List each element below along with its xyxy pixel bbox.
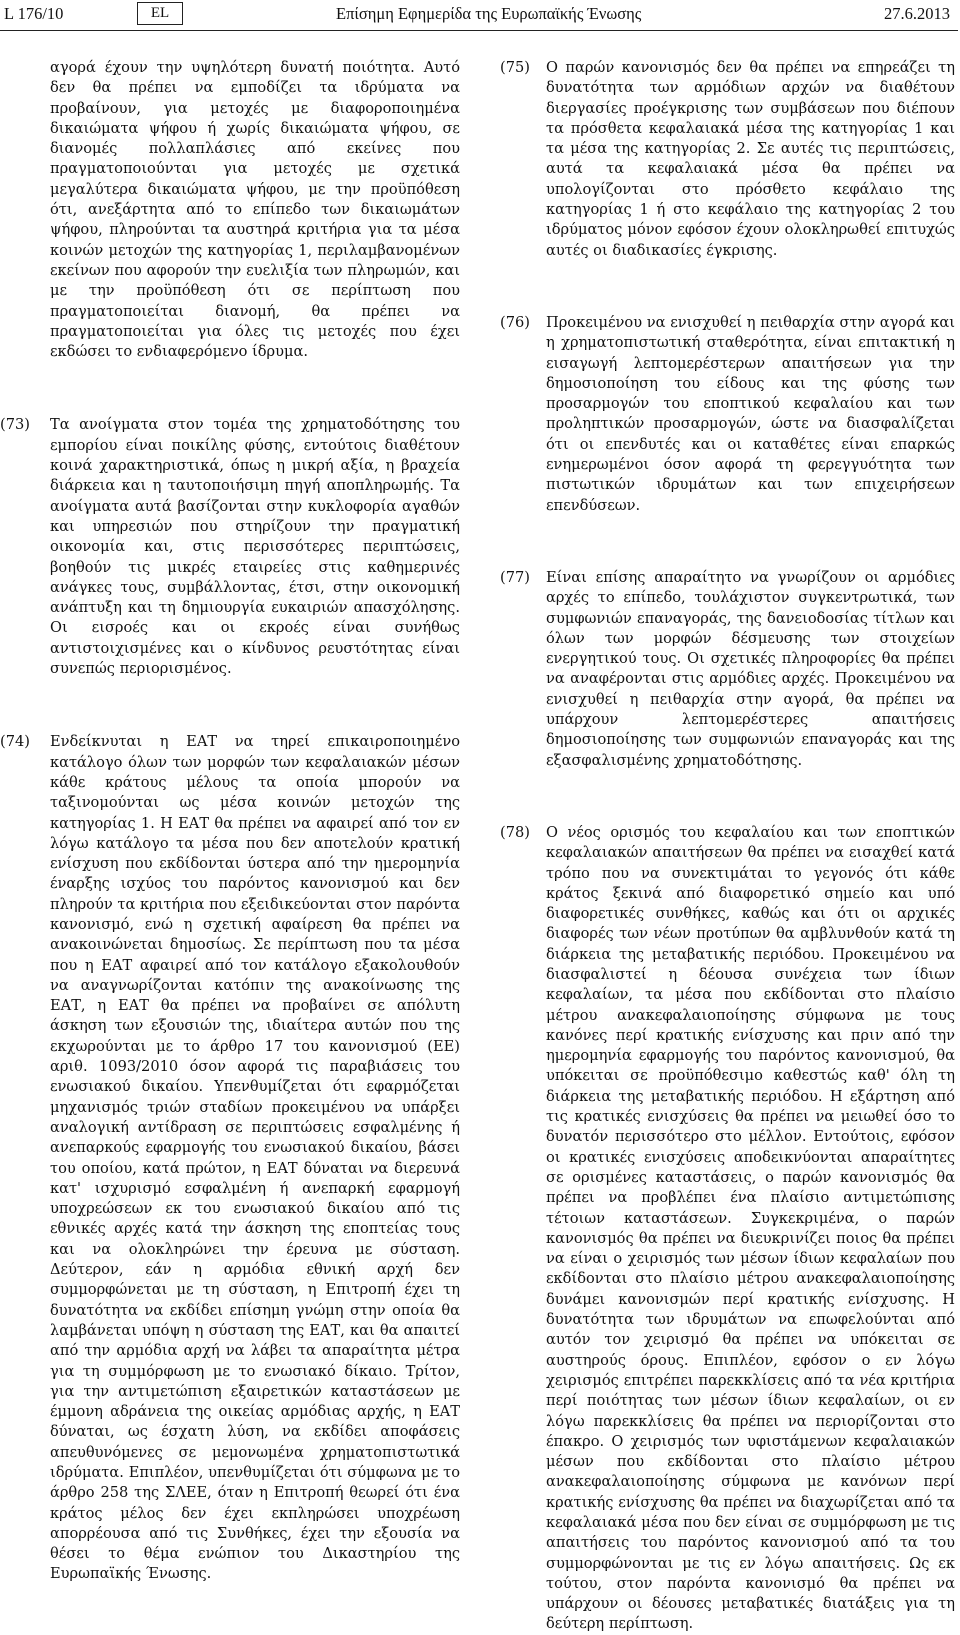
recital-number: (78) [500, 823, 530, 841]
left-column [0, 58, 460, 1585]
recital-text: Ο παρών κανονισμός δεν θα πρέπει να επηρεάζει τη δυνατότητα των αρμόδιων αρχών να διαθέτουν διεργασίες προέγκρισης των συμβάσεων που διέπουν τα πρόσθετα κεφαλαιακά μέσα της κατηγορίας 1 και τα μέσα της κατηγορίας 2. Σε αυτές τις περιπτώσεις, αυτά τα κεφαλαιακά μέσα θα πρέπει να υπολογίζονται στο πρόσθετο κεφάλαιο της κατηγορίας 1 ή στο κεφάλαιο της κατηγορίας 2 του ιδρύματος μόνον εφόσον έχουν ολοκληρωθεί επιτυχώς αυτές οι διαδικασίες έγκρισης. [546, 59, 955, 259]
publication-date: 27.6.2013 [884, 4, 950, 23]
recital-77 [500, 568, 955, 771]
recital-74 [0, 732, 460, 1584]
recital-number: (74) [0, 733, 30, 751]
right-column [500, 58, 955, 1635]
recital-number: (76) [500, 313, 530, 331]
recital-text: Ενδείκνυται η ΕΑΤ να τηρεί επικαιροποιημένο κατάλογο όλων των μορφών των κεφαλαιακών μέσων κάθε κράτους μέλους τα οποία μπορούν να ταξινομούνται ως μέσα κοινών μετοχών της κατηγορίας 1. Η ΕΑΤ θα πρέπει να αφαιρεί από τον εν λόγω κατάλογο τα μέσα που δεν αποτελούν κρατική ενίσχυση που εκδίδονται ύστερα από την ημερομηνία έναρξης ισχύος του παρόντος κανονισμού και δεν πληρούν τα κριτήρια που εξειδικεύονται στον παρόντα κανονισμό, ενώ η σχετική αφαίρεση θα πρέπει να ανακοινώνεται δημοσίως. Σε περίπτωση που τα μέσα που η ΕΑΤ αφαιρεί από τον κατάλογο εξακολουθούν να αναγνωρίζονται κατόπιν της ανακοίνωσης της ΕΑΤ, η ΕΑΤ θα πρέπει να προβαίνει σε απόλυτη άσκηση των εξουσιών της, ιδιαίτερα αυτών που της εκχωρούνται με το άρθρο 17 του κανονισμού (ΕΕ) αριθ. 1093/2010 όσον αφορά τις παραβιάσεις του ενωσιακού δικαίου. Υπενθυμίζεται ότι εφαρμόζεται μηχανισμός τριών σταδίων προκειμένου να υπάρξει αναλογική αντίδραση σε περιπτώσεις εσφαλμένης ή ανεπαρκούς εφαρμογής του ενωσιακού δικαίου, βάσει του οποίου, κατά πρώτον, η ΕΑΤ δύναται να διερευνά κατ' ισχυρισμό εσφαλμένη ή ανεπαρκή εφαρμογή υποχρεώσεων εκ του ενωσιακού δικαίου από τις εθνικές αρχές κατά την άσκηση της εποπτείας τους και να ολοκληρώνει την έρευνα με σύσταση. Δεύτερον, εάν η αρμόδια εθνική αρχή δεν συμμορφώνεται με τη σύσταση, η Επιτροπή έχει τη δυνατότητα να εκδίδει επίσημη γνώμη στην οποία θα λαμβάνεται υπόψη η σύσταση της ΕΑΤ, και θα απαιτεί από την αρμόδια αρχή να λάβει τα απαραίτητα μέτρα για τη συμμόρφωση με το ενωσιακό δίκαιο. Τρίτον, για την αντιμετώπιση εξαιρετικών καταστάσεων με έμμονη αδράνεια της οικείας αρμόδιας αρχής, η ΕΑΤ δύναται, ως έσχατη λύση, να εκδίδει αποφάσεις απευθυνόμενες σε μεμονωμένα χρηματοπιστωτικά ιδρύματα. Επιπλέον, υπενθυμίζεται ότι σύμφωνα με το άρθρο 258 της ΣΛΕΕ, όταν η Επιτροπή θεωρεί ότι ένα κράτος μέλος δεν έχει εκπληρώσει υποχρέωση απορρέουσα από τις Συνθήκες, έχει την εξουσία να θέσει το θέμα ενώπιον του Δικαστηρίου της Ευρωπαϊκής Ένωσης. [50, 733, 460, 1583]
paragraph-text: αγορά έχουν την υψηλότερη δυνατή ποιότητα. Αυτό δεν θα πρέπει να εμποδίζει τα ιδρύματα να προβαίνουν, για μετοχές με διαφοροποιημένα δικαιώματα ψήφου ή χωρίς δικαιώματα ψήφου, σε διανομές πολλαπλάσιες από εκείνες που πραγματοποιούνται για μετοχές με σχετικά μεγαλύτερα δικαιώματα ψήφου, με την προϋπόθεση ότι, ανεξάρτητα από το επίπεδο των δικαιωμάτων ψήφου, πληρούνται τα αυστηρά κριτήρια για τα μέσα κοινών μετοχών της κατηγορίας 1, περιλαμβανομένων εκείνων που αφορούν την ευελιξία των πληρωμών, και με την προϋπόθεση ότι σε περίπτωση που πραγματοποιείται διανομή, θα πρέπει να πραγματοποιείται για όλες τις μετοχές που έχει εκδώσει το ενδιαφερόμενο ίδρυμα. [50, 59, 460, 361]
continuation-paragraph [0, 58, 460, 362]
recital-75 [500, 58, 955, 261]
recital-73 [0, 415, 460, 679]
recital-number: (73) [0, 416, 30, 434]
recital-text: Είναι επίσης απαραίτητο να γνωρίζουν οι αρμόδιες αρχές το επίπεδο, τουλάχιστον συγκεντρωτικά, των συμφωνιών επαναγοράς, της δανειοδοσίας τίτλων και όλων των μορφών δέσμευσης των στοιχείων ενεργητικού τους. Οι σχετικές πληροφορίες θα πρέπει να αναφέρονται στις αρμόδιες αρχές. Προκειμένου να ενισχυθεί η πειθαρχία στην αγορά, θα πρέπει να υπάρχουν λεπτομερέστερες απαιτήσεις δημοσιοποίησης των συμφωνιών επαναγοράς και της εξασφαλισμένης χρηματοδότησης. [546, 568, 955, 769]
recital-text: Ο νέος ορισμός του κεφαλαίου και των εποπτικών κεφαλαιακών απαιτήσεων θα πρέπει να εισαχθεί κατά τρόπο που να συνεκτιμάται το γεγονός ότι κάθε κράτος ξεκινά από διαφορετικό σημείο και υπό διαφορετικές συνθήκες, καθώς και ότι οι αρχικές διαφορές των νέων προτύπων θα αμβλυνθούν κατά τη διάρκεια της μεταβατικής περιόδου. Προκειμένου να διασφαλιστεί η δέουσα συνέχεια των ίδιων κεφαλαίων, τα μέσα που εκδίδονται στο πλαίσιο μέτρου ανακεφαλαιοποίησης σύμφωνα με τους κανόνες περί κρατικής ενίσχυσης και πριν από την ημερομηνία εφαρμογής του παρόντος κανονισμού, θα υπόκειται σε προϋπόθεσιμο καθεστώς καθ' όλη τη διάρκεια της μεταβατικής περιόδου. Η εξάρτηση από τις κρατικές ενισχύσεις θα πρέπει να μειωθεί όσο το δυνατόν περισσότερο στο μέλλον. Εντούτοις, εφόσον οι κρατικές ενισχύσεις αποδεικνύονται απαραίτητες σε ορισμένες καταστάσεις, ο παρών κανονισμός θα πρέπει να προβλέπει ένα πλαίσιο αντιμετώπισης τέτοιων καταστάσεων. Συγκεκριμένα, ο παρών κανονισμός θα πρέπει να διευκρινίζει ποιος θα πρέπει να είναι ο χειρισμός των μέσων ίδιων κεφαλαίων που εκδίδονται στο πλαίσιο μέτρου ανακεφαλαιοποίησης δυνάμει κανονισμών περί κρατικής ενίσχυσης. Η δυνατότητα των ιδρυμάτων να επωφελούνται από αυτόν τον χειρισμό θα πρέπει να υπόκειται σε αυστηρούς όρους. Επιπλέον, εφόσον ο εν λόγω χειρισμός επιτρέπει παρεκκλίσεις από τα νέα κριτήρια περί ποιότητας των μέσων ίδιων κεφαλαίων, οι εν λόγω παρεκκλίσεις θα πρέπει να περιορίζονται στο έπακρο. Ο χειρισμός των υφιστάμενων κεφαλαιακών μέσων που εκδίδονται στο πλαίσιο μέτρου ανακεφαλαιοποίησης σύμφωνα με κανόνων περί κρατικής ενίσχυσης θα πρέπει να διαχωρίζεται από τα κεφαλαιακά μέσα που δεν είναι σε συμμόρφωση με τις απαιτήσεις του παρόντος κανονισμού από τα του συμμορφώνονται με τις εν λόγω απαιτήσεις. Ως εκ τούτου, στον παρόντα κανονισμό θα πρέπει να υπάρχουν οι δέουσες μεταβατικές διατάξεις για τη δεύτερη περίπτωση. [546, 823, 955, 1633]
recital-76 [500, 313, 955, 516]
recital-text: Προκειμένου να ενισχυθεί η πειθαρχία στην αγορά και η χρηματοπιστωτική σταθερότητα, είναι επιτακτική η εισαγωγή λεπτομερέστερων απαιτήσεων για την δημοσιοποίηση του είδους και της φύσης των προσαρμογών του εποπτικού κεφαλαίου και των προληπτικών προσαρμογών, ώστε να διασφαλίζεται ότι οι επενδυτές και οι καταθέτες είναι επαρκώς ενημερωμένοι όσον αφορά τη φερεγγυότητα των πιστωτικών ιδρυμάτων και των επιχειρήσεων επενδύσεων. [546, 313, 955, 514]
page-header [0, 0, 960, 32]
language-badge: EL [137, 2, 183, 25]
page-reference: L 176/10 [4, 4, 64, 23]
recital-text: Τα ανοίγματα στον τομέα της χρηματοδότησης του εμπορίου είναι ποικίλης φύσης, εντούτοις διαθέτουν κοινά χαρακτηριστικά, όπως η μικρή αξία, η βραχεία διάρκεια και η ταυτοποιήσιμη πηγή αποπληρωμής. Τα ανοίγματα αυτά βασίζονται στην κυκλοφορία αγαθών και υπηρεσιών που στηρίζουν την πραγματική οικονομία και, στις περισσότερες περιπτώσεις, βοηθούν τις μικρές εταιρείες στις καθημερινές ανάγκες τους, συμβάλλοντας, έτσι, στην οικονομική ανάπτυξη και τη δημιουργία ευκαιριών απασχόλησης. Οι εισροές και οι εκροές είναι συνήθως αντιστοιχισμένες και ο κίνδυνος ρευστότητας είναι συνεπώς περιορισμένος. [50, 416, 460, 678]
recital-number: (77) [500, 568, 530, 586]
header-divider [0, 30, 958, 31]
journal-title: Επίσημη Εφημερίδα της Ευρωπαϊκής Ένωσης [336, 4, 642, 23]
recital-number: (75) [500, 59, 530, 76]
recital-78 [500, 823, 955, 1635]
